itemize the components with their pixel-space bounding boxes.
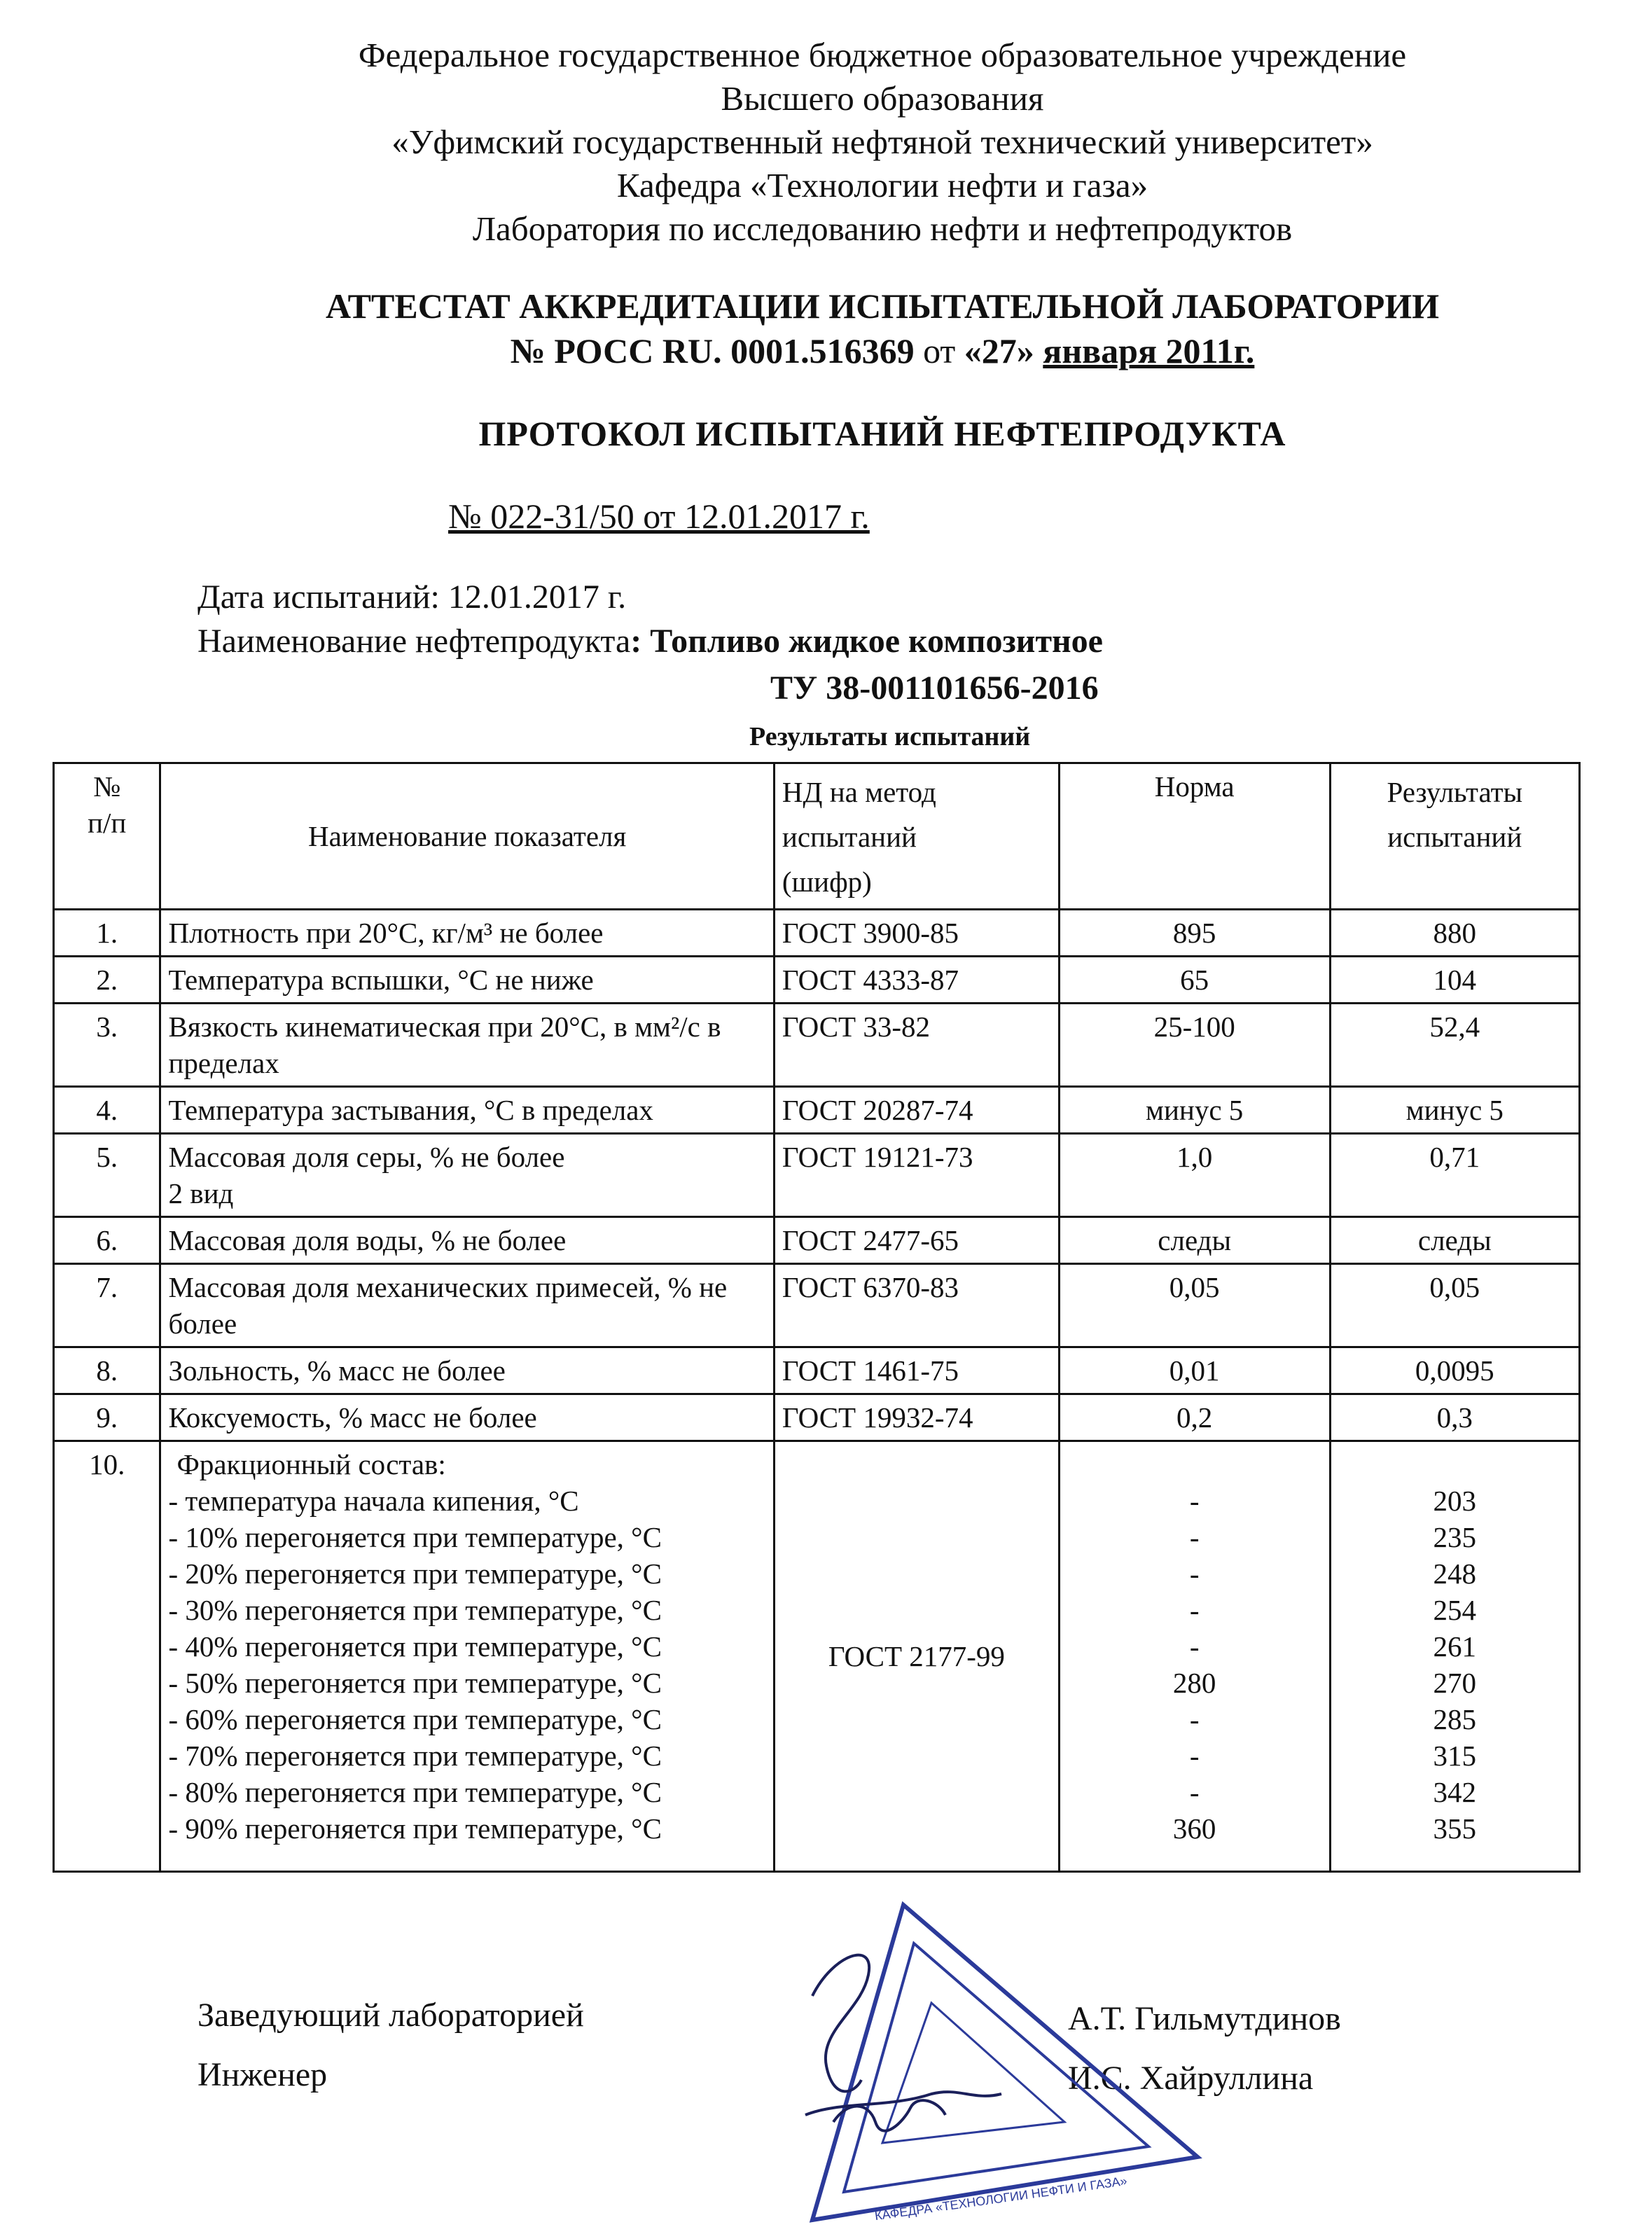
table-row	[54, 1394, 1580, 1441]
row-result: минус 5	[1330, 1087, 1579, 1134]
fraction-item-result: 285	[1433, 1703, 1477, 1735]
row-name: Вязкость кинематическая при 20°С, в мм²/с в пределах	[160, 1004, 774, 1087]
row-norm: 0,05	[1059, 1264, 1330, 1347]
fraction-item-norm: -	[1189, 1521, 1200, 1553]
row-method: ГОСТ 4333-87	[774, 957, 1059, 1004]
row-result: 880	[1330, 910, 1579, 957]
fraction-results	[1330, 1441, 1579, 1872]
fraction-item-result: 342	[1433, 1776, 1477, 1808]
row-name: Зольность, % масс не более	[160, 1347, 774, 1394]
fraction-item-norm: -	[1189, 1703, 1200, 1735]
fraction-item-norm: -	[1189, 1485, 1200, 1517]
row-num: 2.	[54, 957, 160, 1004]
row-name: Плотность при 20°С, кг/м³ не более	[160, 910, 774, 957]
header-line-org: Федеральное государственное бюджетное образовательное учреждение	[358, 36, 1407, 74]
attestat-from: от	[923, 331, 956, 370]
attestat-number: № РОСС RU. 0001.516369	[510, 331, 915, 370]
fraction-item-label: - 60% перегоняется при температуре, °С	[168, 1703, 662, 1735]
fraction-item-result: 254	[1433, 1594, 1477, 1626]
row-norm: 0,2	[1059, 1394, 1330, 1441]
fraction-item-result: 270	[1433, 1667, 1477, 1699]
row-method: ГОСТ 2477-65	[774, 1217, 1059, 1264]
fraction-title: Фракционный состав:	[176, 1448, 446, 1480]
row-method: ГОСТ 20287-74	[774, 1087, 1059, 1134]
product-tu: ТУ 38-001101656-2016	[770, 669, 1099, 707]
row-num: 6.	[54, 1217, 160, 1264]
row-norm: 25-100	[1059, 1004, 1330, 1087]
row-name	[160, 1134, 774, 1217]
row-name: Коксуемость, % масс не более	[160, 1394, 774, 1441]
row-result: 0,05	[1330, 1264, 1579, 1347]
row-method: ГОСТ 6370-83	[774, 1264, 1059, 1347]
attestat-title: АТТЕСТАТ АККРЕДИТАЦИИ ИСПЫТАТЕЛЬНОЙ ЛАБОРАТОРИИ	[325, 286, 1440, 326]
fraction-item-label: - 70% перегоняется при температуре, °С	[168, 1740, 662, 1772]
fraction-item-norm: -	[1189, 1594, 1200, 1626]
fraction-method: ГОСТ 2177-99	[774, 1441, 1059, 1872]
results-title: Результаты испытаний	[749, 722, 1031, 751]
row-num: 4.	[54, 1087, 160, 1134]
signature-head-name: А.Т. Гильмутдинов	[1068, 2000, 1341, 2037]
row-name: Температура застывания, °С в пределах	[160, 1087, 774, 1134]
row-num: 3.	[54, 1004, 160, 1087]
header-method-line: испытаний	[782, 821, 917, 853]
fraction-item-norm: -	[1189, 1630, 1200, 1663]
row-norm: 895	[1059, 910, 1330, 957]
row-norm: 65	[1059, 957, 1330, 1004]
row-result: 0,0095	[1330, 1347, 1579, 1394]
header-line-department: Кафедра «Технологии нефти и газа»	[616, 166, 1148, 204]
stamp-text: КАФЕДРА «ТЕХНОЛОГИИ НЕФТИ И ГАЗА»	[873, 2173, 1128, 2223]
stamp-triangle	[812, 1905, 1198, 2220]
row-name: Температура вспышки, °С не ниже	[160, 957, 774, 1004]
fraction-item-result: 315	[1433, 1740, 1477, 1772]
row-name-line: Массовая доля серы, % не более	[168, 1141, 565, 1173]
fraction-item-norm: -	[1189, 1740, 1200, 1772]
row-method: ГОСТ 1461-75	[774, 1347, 1059, 1394]
fraction-item-result: 355	[1433, 1812, 1477, 1845]
row-num: 9.	[54, 1394, 160, 1441]
signature-head-role: Заведующий лабораторией	[197, 1997, 584, 2034]
header-block	[168, 34, 1597, 251]
signature-engineer-role: Инженер	[197, 2056, 328, 2093]
row-method: ГОСТ 33-82	[774, 1004, 1059, 1087]
attestat-block	[168, 284, 1597, 373]
row-norm: следы	[1059, 1217, 1330, 1264]
header-line-edu: Высшего образования	[721, 79, 1044, 118]
row-num: 5.	[54, 1134, 160, 1217]
fraction-item-label: - температура начала кипения, °С	[168, 1485, 579, 1517]
header-num	[54, 763, 160, 910]
row-num: 7.	[54, 1264, 160, 1347]
fraction-item-norm: -	[1189, 1557, 1200, 1590]
protocol-title: ПРОТОКОЛ ИСПЫТАНИЙ НЕФТЕПРОДУКТА	[478, 414, 1286, 453]
header-method	[774, 763, 1059, 910]
table-row	[54, 1217, 1580, 1264]
row-result: 104	[1330, 957, 1579, 1004]
row-norm: минус 5	[1059, 1087, 1330, 1134]
row-num: 8.	[54, 1347, 160, 1394]
row-result: 52,4	[1330, 1004, 1579, 1087]
header-result	[1330, 763, 1579, 910]
fraction-item-result: 261	[1433, 1630, 1477, 1663]
header-norm: Норма	[1059, 763, 1330, 910]
table-header-row	[54, 763, 1580, 910]
fraction-item-norm: 280	[1172, 1667, 1216, 1699]
attestat-day: «27»	[964, 331, 1034, 370]
fraction-item-result: 248	[1433, 1557, 1477, 1590]
row-method: ГОСТ 3900-85	[774, 910, 1059, 957]
row-result: 0,3	[1330, 1394, 1579, 1441]
row-num: 1.	[54, 910, 160, 957]
fraction-item-result: 203	[1433, 1485, 1477, 1517]
laboratory-stamp	[791, 1891, 1212, 2227]
test-date-value: 12.01.2017 г.	[447, 578, 627, 616]
attestat-number-line	[168, 328, 1597, 373]
fraction-item-label: - 30% перегоняется при температуре, °С	[168, 1594, 662, 1626]
row-method: ГОСТ 19932-74	[774, 1394, 1059, 1441]
header-name: Наименование показателя	[160, 763, 774, 910]
protocol-number: № 022-31/50 от 12.01.2017 г.	[448, 497, 870, 536]
product-value: : Топливо жидкое композитное	[630, 623, 1103, 660]
table-row	[54, 1264, 1580, 1347]
product-line	[197, 622, 1103, 660]
fraction-item-norm: -	[1189, 1776, 1200, 1808]
row-result: 0,71	[1330, 1134, 1579, 1217]
fraction-norms	[1059, 1441, 1330, 1872]
fraction-item-label: - 80% перегоняется при температуре, °С	[168, 1776, 662, 1808]
table-row	[54, 1134, 1580, 1217]
test-date-line	[197, 578, 626, 616]
signature-engineer-name: И.С. Хайруллина	[1068, 2060, 1314, 2097]
results-table	[53, 762, 1581, 1873]
header-line-laboratory: Лаборатория по исследованию нефти и нефтепродуктов	[472, 209, 1293, 248]
table-row	[54, 957, 1580, 1004]
table-row	[54, 1347, 1580, 1394]
test-date-label: Дата испытаний:	[197, 578, 440, 616]
fraction-item-label: - 40% перегоняется при температуре, °С	[168, 1630, 662, 1663]
row-name-subline: 2 вид	[168, 1177, 234, 1209]
row-norm: 0,01	[1059, 1347, 1330, 1394]
row-name: Массовая доля механических примесей, % не более	[160, 1264, 774, 1347]
table-row	[54, 910, 1580, 957]
header-method-line: НД на метод	[782, 776, 936, 808]
fraction-item-label: - 10% перегоняется при температуре, °С	[168, 1521, 662, 1553]
product-label: Наименование нефтепродукта	[197, 623, 631, 660]
row-name: Массовая доля воды, % не более	[160, 1217, 774, 1264]
header-result-line: Результаты	[1387, 776, 1523, 808]
fraction-item-label: - 90% перегоняется при температуре, °С	[168, 1812, 662, 1845]
attestat-date: января 2011г.	[1043, 331, 1255, 370]
table-row	[54, 1004, 1580, 1087]
fraction-item-label: - 50% перегоняется при температуре, °С	[168, 1667, 662, 1699]
header-method-line: (шифр)	[782, 866, 872, 898]
header-num-line: №	[93, 770, 121, 803]
fraction-item-result: 235	[1433, 1521, 1477, 1553]
row-num: 10.	[54, 1441, 160, 1872]
table-row	[54, 1087, 1580, 1134]
header-line-university: «Уфимский государственный нефтяной технический университет»	[391, 123, 1373, 161]
row-norm: 1,0	[1059, 1134, 1330, 1217]
fraction-labels	[160, 1441, 774, 1872]
header-result-line: испытаний	[1387, 821, 1522, 853]
row-method: ГОСТ 19121-73	[774, 1134, 1059, 1217]
fraction-item-norm: 360	[1172, 1812, 1216, 1845]
fraction-row	[54, 1441, 1580, 1872]
header-num-line: п/п	[88, 807, 127, 839]
fraction-item-label: - 20% перегоняется при температуре, °С	[168, 1557, 662, 1590]
row-result: следы	[1330, 1217, 1579, 1264]
